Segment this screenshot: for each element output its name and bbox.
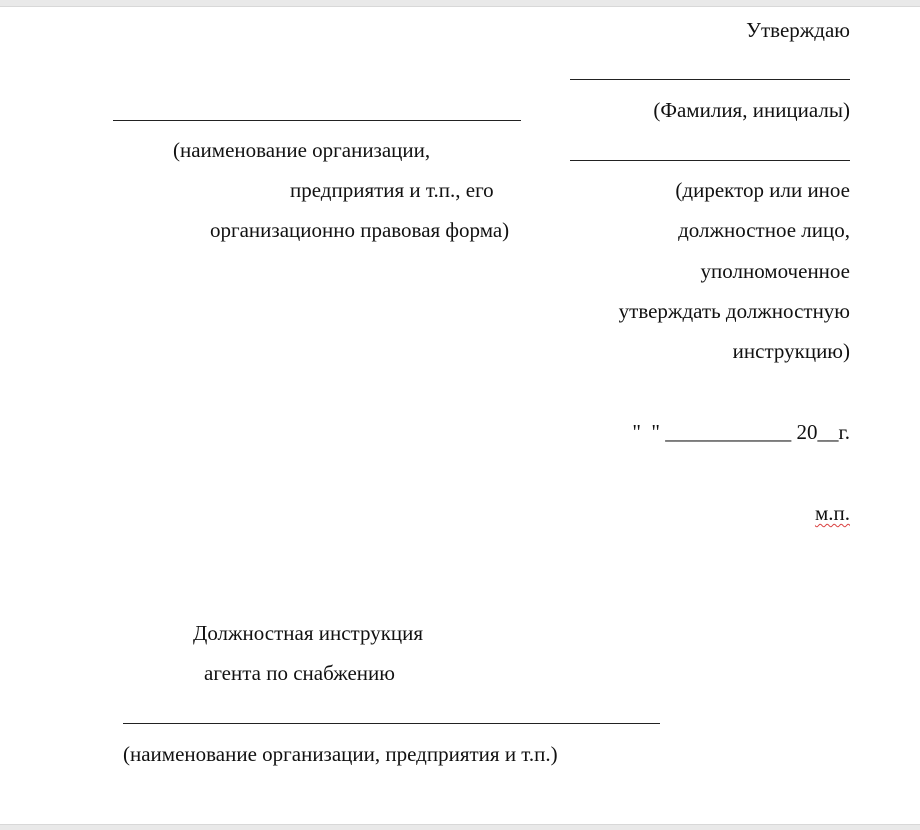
document-title-line-1: Должностная инструкция: [193, 621, 424, 645]
approver-position-caption-5: инструкцию): [732, 339, 850, 363]
approver-position-caption-3: уполномоченное: [700, 259, 850, 283]
organization-caption-3: организационно правовая форма): [210, 218, 510, 242]
approval-date-line: " " ____________ 20__г.: [632, 420, 850, 444]
organization-caption-1: (наименование организации,: [173, 138, 431, 162]
document-organization-caption: (наименование организации, предприятия и т.п.): [123, 742, 558, 766]
approver-position-caption-2: должностное лицо,: [678, 218, 850, 242]
approver-position-caption-4: утверждать должностную: [618, 299, 850, 323]
seal-placeholder: [815, 501, 850, 525]
approver-name-caption: (Фамилия, инициалы): [653, 98, 850, 122]
approval-heading: Утверждаю: [746, 18, 850, 42]
document-page: [0, 6, 920, 825]
approver-position-line: [570, 160, 850, 161]
seal-text: м.п.: [814, 501, 850, 525]
organization-name-line: [113, 120, 521, 121]
document-title-line-2: агента по снабжению: [204, 661, 395, 685]
organization-caption-2: предприятия и т.п., его: [290, 178, 494, 202]
approver-position-caption-1: (директор или иное: [675, 178, 850, 202]
document-organization-line: [123, 723, 660, 724]
approver-name-line: [570, 79, 850, 80]
